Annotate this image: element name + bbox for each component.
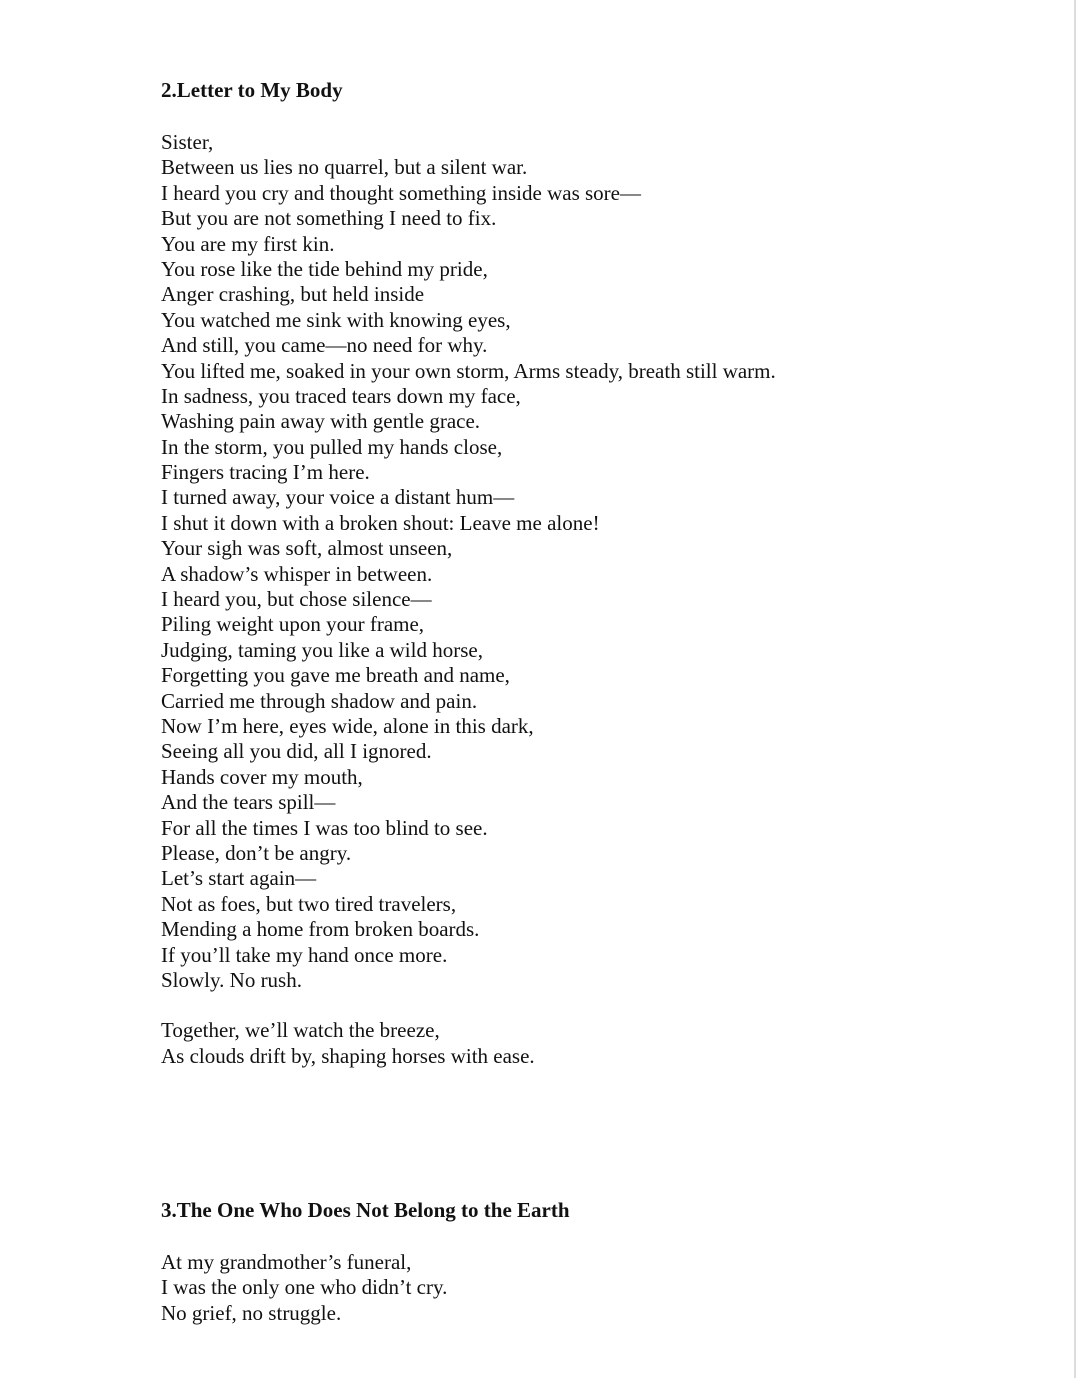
poem-stanza	[161, 1250, 1021, 1326]
poem-line: No grief, no struggle.	[161, 1300, 342, 1325]
document-content	[161, 76, 1021, 1326]
poem-line: Washing pain away with gentle grace.	[161, 409, 481, 434]
poem-line: Carried me through shadow and pain.	[161, 688, 478, 713]
poem-line: I was the only one who didn’t cry.	[161, 1275, 448, 1300]
spacer	[161, 104, 1021, 130]
poem-line: And the tears spill—	[161, 790, 336, 815]
poem-line: Sister,	[161, 130, 214, 154]
poem-line: Together, we’ll watch the breeze,	[161, 1018, 440, 1043]
poem-line: You lifted me, soaked in your own storm, Arms steady, breath still warm.	[161, 358, 776, 383]
poem-line: Your sigh was soft, almost unseen,	[161, 536, 453, 561]
poem-line: Slowly. No rush.	[161, 967, 302, 992]
poem-line: If you’ll take my hand once more.	[161, 942, 448, 967]
poem-line: You are my first kin.	[161, 231, 335, 256]
poem-line: Not as foes, but two tired travelers,	[161, 891, 457, 916]
poem-line: Piling weight upon your frame,	[161, 612, 425, 637]
poem-line: Let’s start again—	[161, 866, 317, 891]
poem-line: For all the times I was too blind to see.	[161, 815, 488, 840]
poem-line: Seeing all you did, all I ignored.	[161, 739, 432, 764]
poem-line: Fingers tracing I’m here.	[161, 460, 370, 485]
poem-line: In the storm, you pulled my hands close,	[161, 434, 503, 459]
poem-line: Between us lies no quarrel, but a silent war.	[161, 155, 528, 180]
poem-line: Please, don’t be angry.	[161, 840, 352, 865]
poem-line: At my grandmother’s funeral,	[161, 1250, 412, 1275]
poem-line: You rose like the tide behind my pride,	[161, 256, 488, 281]
poem-line: But you are not something I need to fix.	[161, 206, 497, 231]
poem-line: Anger crashing, but held inside	[161, 282, 425, 307]
poem-line: Now I’m here, eyes wide, alone in this dark,	[161, 713, 534, 738]
poem-line: Forgetting you gave me breath and name,	[161, 663, 510, 688]
section-gap	[161, 1069, 1021, 1196]
poem-line: In sadness, you traced tears down my face,	[161, 383, 521, 408]
poem-line: A shadow’s whisper in between.	[161, 561, 433, 586]
poem-line: I heard you, but chose silence—	[161, 587, 432, 612]
poem-line: Judging, taming you like a wild horse,	[161, 637, 483, 662]
poem-line: I shut it down with a broken shout: Leave me alone!	[161, 510, 600, 535]
poem-stanza	[161, 1018, 1021, 1069]
poem-line: And still, you came—no need for why.	[161, 333, 488, 358]
poem-stanza	[161, 130, 1021, 993]
poem-letter-to-my-body	[161, 76, 1021, 1069]
poem-line: As clouds drift by, shaping horses with ease.	[161, 1043, 535, 1068]
poem-line: I heard you cry and thought something inside was sore—	[161, 180, 641, 205]
poem-line: You watched me sink with knowing eyes,	[161, 307, 511, 332]
poem-title: 3.The One Who Does Not Belong to the Earth	[161, 1198, 570, 1223]
poem-title: 2.Letter to My Body	[161, 78, 343, 102]
poem-line: Mending a home from broken boards.	[161, 917, 480, 942]
spacer	[161, 1224, 1021, 1250]
poem-line: Hands cover my mouth,	[161, 764, 363, 789]
stanza-gap	[161, 993, 1021, 1018]
poem-line: I turned away, your voice a distant hum—	[161, 485, 515, 510]
poem-the-one-who-does-not-belong	[161, 1196, 1021, 1326]
